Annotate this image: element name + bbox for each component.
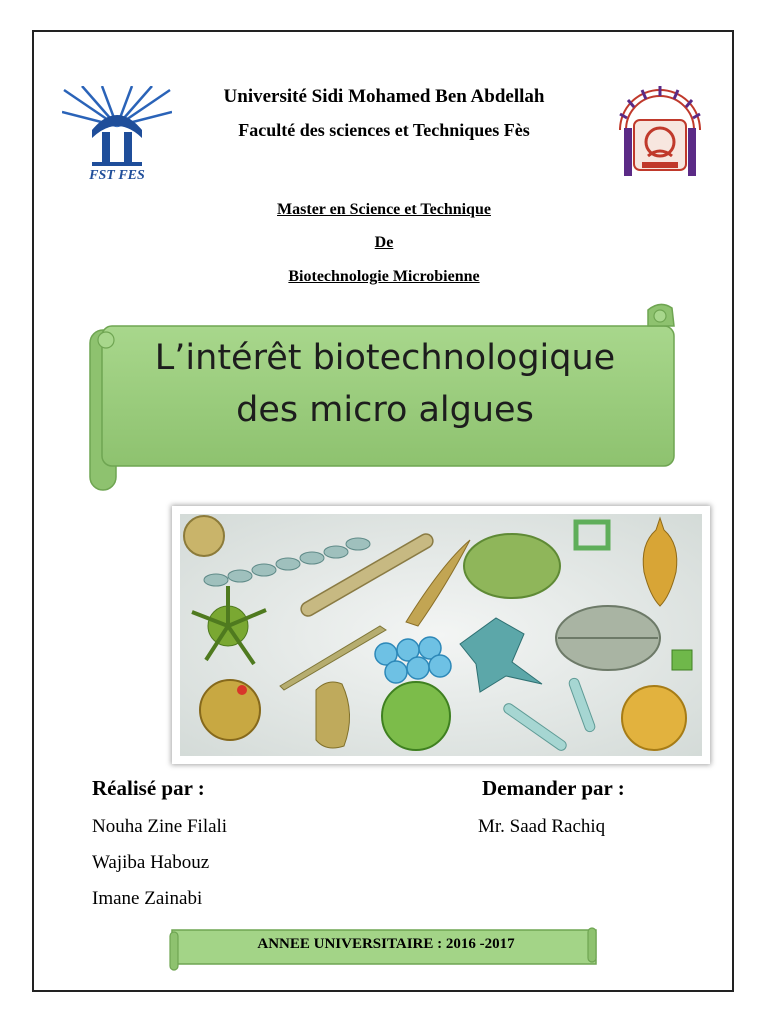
microalgae-collage: [180, 514, 702, 756]
faculty-name: Faculté des sciences et Techniques Fès: [238, 120, 530, 140]
logo-text: FST FES: [89, 168, 145, 182]
supervisor-label: Demander par :: [482, 776, 625, 800]
university-name: Université Sidi Mohamed Ben Abdellah: [223, 86, 545, 107]
title-line-1: L’intérêt biotechnologique: [154, 338, 616, 378]
authors-label: Réalisé par :: [92, 776, 205, 800]
program-line-2: De: [374, 234, 394, 251]
program-line-3: Biotechnologie Microbienne: [288, 268, 480, 285]
author-name: Nouha Zine Filali: [92, 816, 228, 837]
author-name: Imane Zainabi: [92, 888, 203, 909]
supervisor-name: Mr. Saad Rachiq: [478, 816, 606, 837]
academic-year: ANNEE UNIVERSITAIRE : 2016 -2017: [257, 936, 515, 952]
title-line-2: des micro algues: [236, 390, 534, 430]
author-name: Wajiba Habouz: [92, 852, 210, 873]
document-title: [120, 332, 650, 436]
program-line-1: Master en Science et Technique: [277, 201, 491, 218]
